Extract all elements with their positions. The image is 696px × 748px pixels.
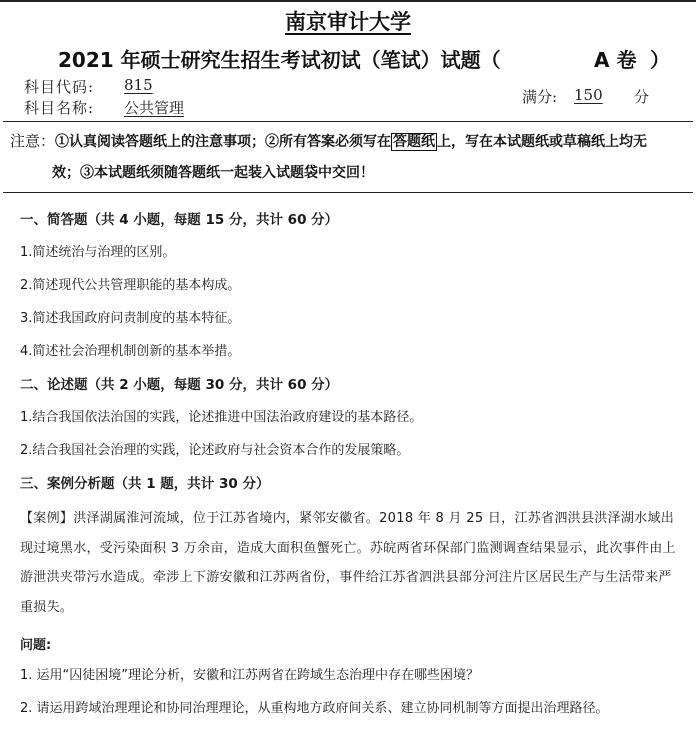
- notice-answer-sheet-boxed: 答题纸: [393, 134, 436, 150]
- full-score-value: 150: [574, 86, 603, 104]
- subject-code-value: 815: [124, 76, 153, 94]
- short-answer-question: 2.简述现代公共管理职能的基本构成。: [20, 278, 241, 293]
- subject-code-label: 科目代码:: [24, 78, 95, 96]
- notice-line-1: [10, 130, 647, 151]
- essay-question: 1.结合我国依法治国的实践，论述推进中国法治政府建设的基本路径。: [20, 410, 423, 425]
- case-text: 【案例】洪泽湖属淮河流域，位于江苏省境内，紧邻安徽省。2018 年 8 月 25 日，江苏省泗洪县洪泽湖水域出现过境黑水，受污染面积 3 万余亩，造成大面积鱼蟹死亡。苏皖两省环保部门监测调查结果显示，此次事件由上游泄洪夹带污水造成。牵涉上下游安徽和江苏两省份，事件给江苏省泗洪县部分河注片区居民生产与生活带来严重损失。: [20, 511, 676, 615]
- section-heading-short-answer: 一、简答题（共 4 小题，每题 15 分，共计 60 分）: [20, 212, 339, 228]
- full-score-label: 满分:: [522, 88, 558, 106]
- short-answer-question: 3.简述我国政府问责制度的基本特征。: [20, 311, 241, 326]
- exam-content: [20, 205, 680, 725]
- section-heading-essay: 二、论述题（共 2 小题，每题 30 分，共计 60 分）: [20, 377, 339, 393]
- short-answer-question: 1.简述统治与治理的区别。: [20, 245, 176, 260]
- subject-name-label: 科目名称:: [24, 99, 95, 117]
- full-score-unit: 分: [634, 88, 650, 106]
- notice-text-1: ①认真阅读答题纸上的注意事项；②所有答案必须写在: [55, 134, 392, 150]
- section-heading-case: 三、案例分析题（共 1 题，共计 30 分）: [20, 476, 270, 492]
- top-border: [0, 0, 696, 2]
- case-problem: 1. 运用“囚徒困境”理论分析，安徽和江苏两省在跨域生态治理中存在哪些困境？: [20, 668, 480, 683]
- university-name: 南京审计大学: [285, 10, 411, 34]
- essay-question: 2.结合我国社会治理的实践，论述政府与社会资本合作的发展策略。: [20, 443, 410, 458]
- exam-title: 2021 年硕士研究生招生考试初试（笔试）试题（: [58, 48, 501, 72]
- notice-title: 注意：: [10, 132, 56, 150]
- notice-text-2: 上，写在本试题纸或草稿纸上均无: [437, 134, 648, 150]
- problems-label: 问题:: [20, 638, 52, 653]
- short-answer-question: 4.简述社会治理机制创新的基本举措。: [20, 344, 241, 359]
- case-problem: 2. 请运用跨域治理理论和协同治理理论，从重构地方政府间关系、建立协同机制等方面提出治理路径。: [20, 701, 609, 716]
- subject-name-value: 公共管理: [124, 99, 185, 117]
- paper-version: A 卷: [594, 48, 637, 72]
- notice-line-2: 效；③本试题纸须随答题纸一起装入试题袋中交回！: [52, 165, 374, 181]
- exam-title-close-paren: ）: [650, 48, 670, 72]
